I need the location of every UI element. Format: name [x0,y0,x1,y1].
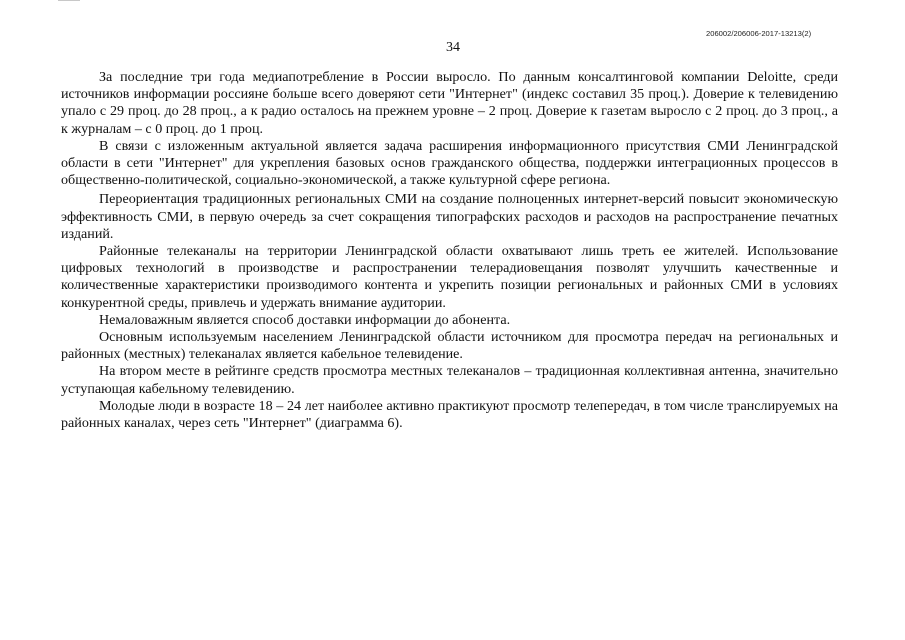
paragraph-reorientation: Переориентация традиционных региональных СМИ на создание полноценных интернет-версий повысит экономическую эффективность СМИ, в первую очередь за счет сокращения типографских расходов и расходов на распространение печатных изданий. [61,191,838,242]
paragraph-district-channels: Районные телеканалы на территории Ленинградской области охватывают лишь треть ее жителей. Использование цифровых технологий в производстве и распространении телерадиовещания позволят улучшить качественные и количественные характеристики производимого контента и укрепить позиции региональных и районных СМИ в условиях конкурентной среды, привлечь и удержать внимание аудитории. [61,243,838,311]
document-body [61,69,838,432]
paragraph-information-presence: В связи с изложенным актуальной является задача расширения информационного присутствия СМИ Ленинградской области в сети "Интернет" для укрепления базовых основ гражданского общества, поддержки интеграционных процессов в общественно-политической, социально-экономической, а также культурной сфере региона. [61,137,838,189]
document-registration-code: 206002/206006-2017-13213(2) [706,29,812,38]
paragraph-cable-tv: Основным используемым населением Ленинградской области источником для просмотра передач на региональных и районных (местных) телеканалах является кабельное телевидение. [61,329,838,363]
paragraph-delivery-method: Немаловажным является способ доставки информации до абонента. [99,311,511,328]
page-number: 34 [446,40,460,55]
scan-edge-line [58,0,80,1]
paragraph-antenna: На втором месте в рейтинге средств просмотра местных телеканалов – традиционная коллективная антенна, значительно уступающая кабельному телевидению. [61,363,838,397]
paragraph-young-people: Молодые люди в возрасте 18 – 24 лет наиболее активно практикуют просмотр телепередач, в том числе транслируемых на районных каналах, через сеть "Интернет" (диаграмма 6). [61,397,838,432]
paragraph-media-consumption: За последние три года медиапотребление в России выросло. По данным консалтинговой компании Deloitte, среди источников информации россияне больше всего доверяют сети "Интернет" (индекс составил 35 проц.). Доверие к телевидению упало с 29 проц. до 28 проц., а к радио осталось на прежнем уровне – 2 проц. Доверие к газетам выросло с 2 проц. до 3 проц., а к журналам – с 0 проц. до 1 проц. [61,69,838,137]
